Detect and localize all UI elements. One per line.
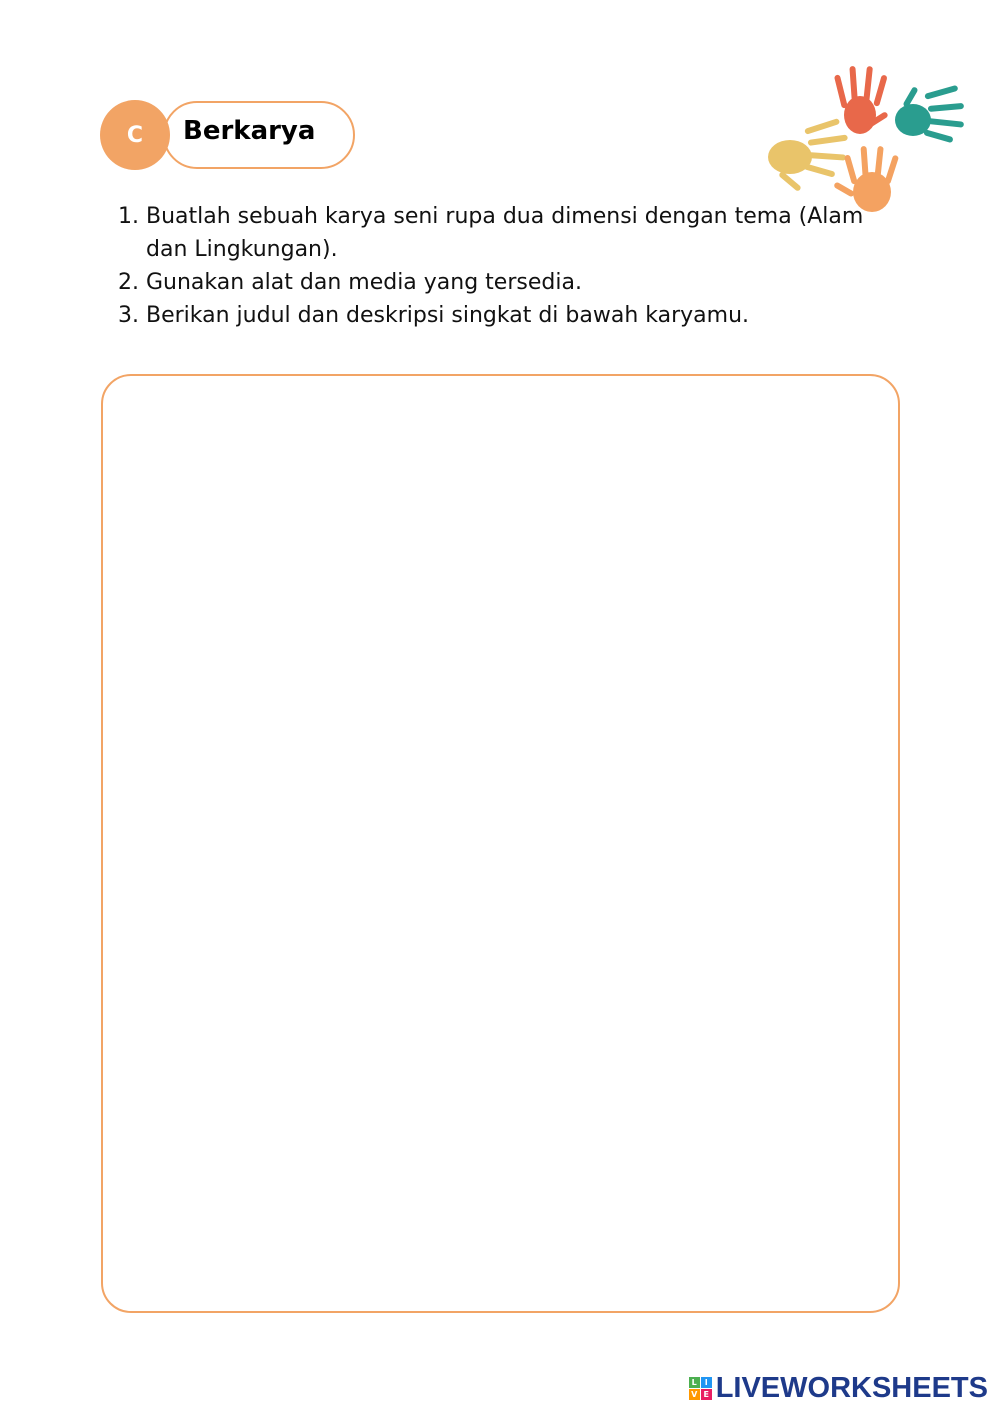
list-item-text: Berikan judul dan deskripsi singkat di bawah karyamu. — [146, 303, 750, 328]
teal-handprint-icon — [895, 85, 964, 143]
red-handprint-icon — [834, 66, 889, 134]
liveworksheets-logo[interactable] — [689, 1372, 988, 1405]
yellow-handprint-icon — [768, 118, 848, 192]
section-letter-badge: C — [100, 100, 170, 170]
list-item-text: Gunakan alat dan media yang tersedia. — [146, 270, 582, 295]
list-item-number: 1. — [118, 204, 139, 229]
instruction-list — [118, 200, 878, 332]
brand-name: LIVEWORKSHEETS — [715, 1372, 988, 1404]
logo-letter: E — [701, 1389, 712, 1400]
list-item — [118, 200, 878, 266]
liveworksheets-logo-icon — [689, 1377, 712, 1400]
list-item — [118, 299, 878, 332]
handprints-icon — [760, 60, 970, 220]
list-item-number: 2. — [118, 270, 139, 295]
list-item-number: 3. — [118, 303, 139, 328]
logo-letter: I — [701, 1377, 712, 1388]
list-item-text: Buatlah sebuah karya seni rupa dua dimensi dengan tema (Alam dan Lingkungan). — [146, 204, 864, 262]
section-header — [100, 100, 354, 170]
logo-letter: L — [689, 1377, 700, 1388]
list-item — [118, 266, 878, 299]
logo-letter: V — [689, 1389, 700, 1400]
artwork-drawing-area[interactable] — [101, 374, 900, 1313]
section-title: Berkarya — [183, 116, 316, 146]
